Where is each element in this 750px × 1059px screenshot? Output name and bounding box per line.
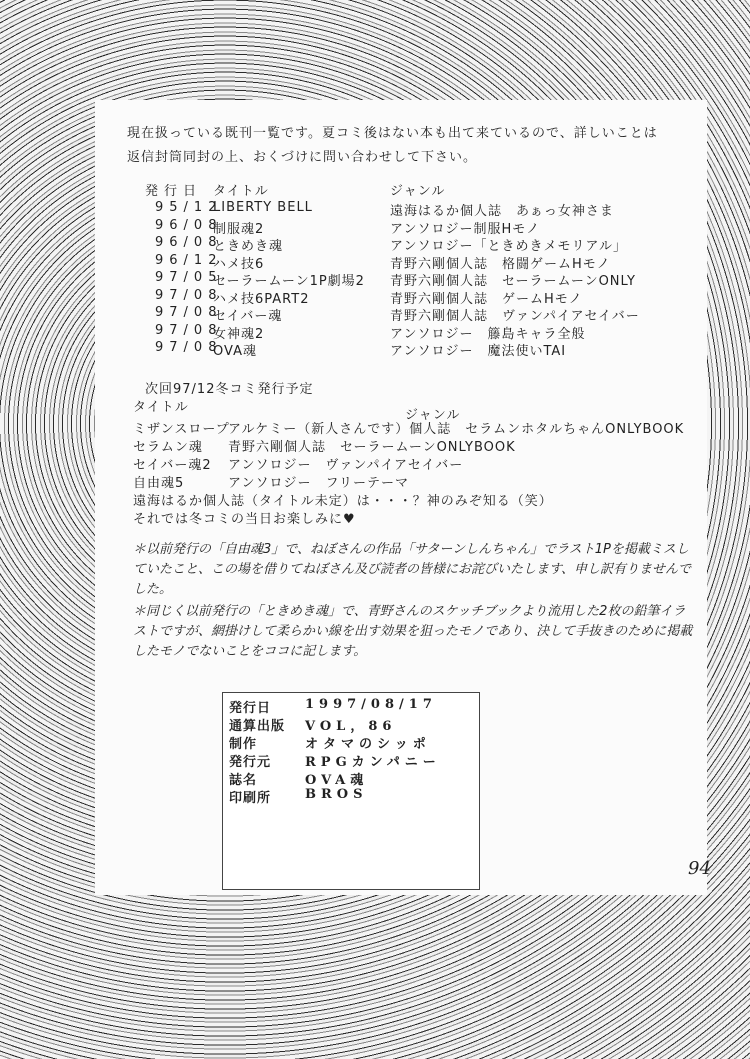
table-row — [223, 733, 479, 751]
table-row — [95, 418, 707, 436]
cell-title: セイバー魂2 — [133, 458, 212, 473]
page-number: 94 — [688, 858, 711, 879]
cell-genre: 青野六剛個人誌 ゲームHモノ — [390, 291, 583, 307]
cell-genre: 青野六剛個人誌 セーラームーンONLYBOOK — [228, 440, 516, 455]
colophon-value: 1997/08/17 — [305, 697, 437, 712]
cell-title: セーラームーン1P劇場2 — [213, 274, 365, 289]
table-row — [95, 436, 707, 454]
cell-genre: 遠海はるか個人誌 あぁっ女神さま — [390, 204, 614, 219]
table-row — [95, 235, 707, 253]
cell-title: 女神魂2 — [213, 326, 265, 342]
cell-title: セラムン魂 — [133, 440, 203, 455]
table-row — [223, 697, 479, 715]
table-row — [95, 305, 707, 323]
cell-genre: 青野六剛個人誌 格闘ゲームHモノ — [390, 256, 611, 272]
cell-genre: アンソロジー 籐島キャラ全般 — [390, 326, 586, 342]
table-row — [223, 751, 479, 769]
cell-genre: アルケミー（新人さんです）個人誌 セラムンホタルちゃんONLYBOOK — [228, 422, 685, 437]
cell-genre: アンソロジー 魔法使いTAI — [390, 344, 567, 359]
cell-date: 97/08 — [155, 322, 223, 338]
cell-date: 96/12 — [155, 252, 223, 268]
cell-title: 自由魂5 — [133, 476, 185, 491]
cell-title: セイバー魂 — [213, 309, 283, 324]
cell-title: ハメ技6PART2 — [213, 291, 310, 307]
colophon-key: 発行元 — [229, 755, 272, 770]
cell-date: 97/08 — [155, 305, 223, 320]
intro-line-1: 現在扱っている既刊一覧です。夏コミ後はない本も出て来ているので、詳しいことは — [127, 126, 658, 141]
cell-genre: アンソロジー「ときめきメモリアル」 — [390, 239, 627, 254]
table-row — [95, 454, 707, 472]
colophon-value: OVA魂 — [305, 773, 369, 788]
upcoming-line-1: 遠海はるか個人誌（タイトル未定）は・・・？神のみぞ知る（笑） — [133, 494, 553, 509]
colophon-key: 印刷所 — [229, 791, 272, 806]
table-row — [223, 715, 479, 733]
upcoming-line-2: それでは冬コミの当日お楽しみに♥ — [133, 512, 356, 527]
table-row — [95, 288, 707, 306]
cell-date: 97/05 — [155, 270, 223, 285]
colophon-value: VOL，86 — [305, 719, 397, 734]
text-panel — [95, 100, 707, 895]
cell-title: 制服魂2 — [213, 221, 265, 237]
cell-genre: アンソロジー ヴァンパイアセイバー — [228, 458, 464, 473]
table-row — [95, 472, 707, 490]
cell-title: ときめき魂 — [213, 239, 284, 254]
table-row — [223, 769, 479, 787]
intro-line-2: 返信封筒同封の上、おくづけに問い合わせして下さい。 — [127, 150, 478, 165]
note-1: ＊以前発行の「自由魂3」で、ねぼさんの作品「サターンしんちゃん」でラスト1Pを掲載ミスしていたこと、この場を借りてねぼさん及び読者の皆様にお詫びいたします、申し訳有りませんでした。 — [133, 542, 691, 597]
colophon-key: 発行日 — [229, 701, 272, 716]
table-row — [95, 270, 707, 288]
upcoming-genre-header: ジャンル — [405, 408, 461, 423]
cell-genre: 青野六剛個人誌 セーラームーンONLY — [390, 274, 636, 289]
colophon-value: BROS — [305, 787, 368, 802]
upcoming-heading: 次回97/12冬コミ発行予定 — [145, 382, 314, 397]
cell-date: 95/12 — [155, 200, 223, 215]
colophon-box — [222, 692, 480, 890]
cell-date: 96/08 — [155, 217, 223, 233]
table-row — [223, 787, 479, 805]
cell-genre: アンソロジー制服Hモノ — [390, 221, 541, 237]
colophon-value: RPGカンパニー — [305, 755, 441, 770]
note-2: ＊同じく以前発行の「ときめき魂」で、青野さんのスケッチブックより流用した2枚の鉛筆イラストですが、網掛けして柔らかい線を出す効果を狙ったモノであり、決して手抜きのために掲載したモノでないことをココに記します。 — [133, 604, 693, 659]
cell-date: 96/08 — [155, 235, 223, 250]
colophon-key: 通算出版 — [229, 719, 286, 734]
table-row — [95, 253, 707, 271]
cell-date: 97/08 — [155, 287, 223, 303]
header-genre: ジャンル — [390, 184, 446, 199]
colophon-key: 誌名 — [229, 773, 258, 788]
table-row — [95, 200, 707, 218]
cell-title: OVA魂 — [213, 344, 257, 359]
table-row — [95, 323, 707, 341]
table-row — [95, 218, 707, 236]
colophon-value: オタマのシッポ — [305, 737, 431, 752]
cell-title: ミザンスロープ — [133, 422, 230, 437]
cell-date: 97/08 — [155, 340, 223, 355]
header-title: タイトル — [213, 184, 269, 199]
upcoming-title-header: タイトル — [133, 400, 189, 415]
colophon-key: 制作 — [229, 737, 258, 752]
table-header — [95, 180, 707, 198]
table-row — [95, 340, 707, 358]
header-date: 発行日 — [145, 184, 203, 199]
cell-genre: アンソロジー フリーテーマ — [228, 476, 409, 491]
cell-genre: 青野六剛個人誌 ヴァンパイアセイバー — [390, 309, 640, 324]
cell-title: LIBERTY BELL — [213, 200, 313, 215]
cell-title: ハメ技6 — [213, 256, 265, 272]
